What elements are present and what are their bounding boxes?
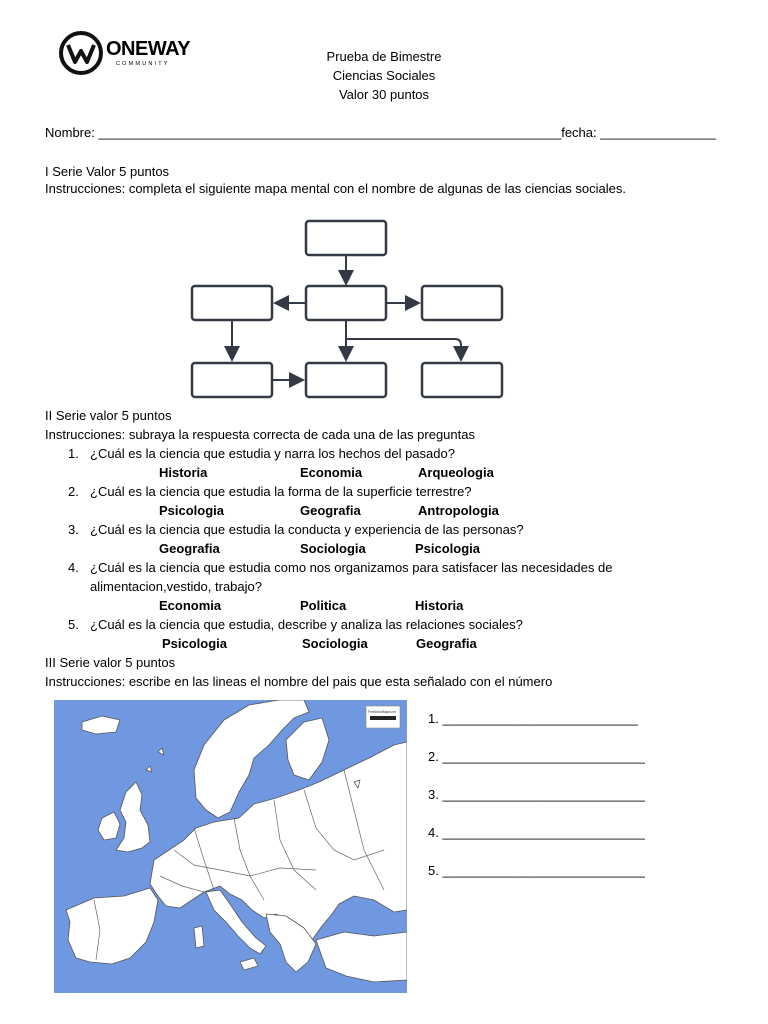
q3-option-a[interactable]: Geografia xyxy=(159,541,220,556)
date-label: fecha: xyxy=(561,125,597,140)
question-text: ¿Cuál es la ciencia que estudia la forma de la superficie terrestre? xyxy=(90,484,472,499)
serie2-instructions: Instrucciones: subraya la respuesta correcta de cada una de las preguntas xyxy=(45,427,475,442)
answer-line-4[interactable] xyxy=(428,825,645,840)
map-watermark-text: FreeWorldMaps.net xyxy=(368,710,396,714)
mind-map-diagram xyxy=(185,215,510,400)
question-text: ¿Cuál es la ciencia que estudia como nos organizamos para satisfacer las necesidades de xyxy=(90,560,613,575)
arrow-center-bottomright xyxy=(346,339,461,360)
q1-option-b[interactable]: Economia xyxy=(300,465,363,480)
question-4 xyxy=(68,558,612,577)
question-number: 1. xyxy=(68,446,79,461)
logo-word: ONEWAY xyxy=(106,38,191,60)
answer-line-3[interactable] xyxy=(428,787,645,802)
question-text: ¿Cuál es la ciencia que estudia la conducta y experiencia de las personas? xyxy=(90,522,524,537)
question-3 xyxy=(68,520,524,539)
question-2 xyxy=(68,482,472,501)
answer-line-1[interactable] xyxy=(428,711,638,726)
name-label: Nombre: xyxy=(45,125,95,140)
question-number: 5. xyxy=(68,617,79,632)
answer-blank[interactable]: ____________________________ xyxy=(442,749,645,764)
question-text: ¿Cuál es la ciencia que estudia, describe y analiza las relaciones sociales? xyxy=(90,617,523,632)
answer-number: 3. xyxy=(428,787,439,802)
q2-option-a[interactable]: Psicologia xyxy=(159,503,225,518)
header-value: Valor 30 puntos xyxy=(338,87,430,102)
serie3-instructions: Instrucciones: escribe en las lineas el nombre del pais que esta señalado con el número xyxy=(45,674,553,689)
answer-line-2[interactable] xyxy=(428,749,645,764)
answer-blank[interactable]: ___________________________ xyxy=(442,711,638,726)
document-header xyxy=(0,47,768,104)
q2-option-c[interactable]: Antropologia xyxy=(418,503,499,518)
sardinia-land xyxy=(194,926,204,948)
answer-number: 1. xyxy=(428,711,439,726)
name-blank[interactable]: ________________________________________________________________ xyxy=(98,125,562,140)
question-number: 4. xyxy=(68,560,79,575)
serie3-title: III Serie valor 5 puntos xyxy=(45,655,176,670)
q1-option-a[interactable]: Historia xyxy=(159,465,208,480)
q5-option-b[interactable]: Sociologia xyxy=(302,636,368,651)
q5-option-a[interactable]: Psicologia xyxy=(162,636,228,651)
name-date-line xyxy=(45,123,716,142)
map-box-top[interactable] xyxy=(306,221,386,255)
serie2-title: II Serie valor 5 puntos xyxy=(45,408,172,423)
q4-option-a[interactable]: Economia xyxy=(159,598,222,613)
europe-map xyxy=(54,700,407,993)
serie1-instructions: Instrucciones: completa el siguiente mapa mental con el nombre de algunas de las ciencias sociales. xyxy=(45,181,626,196)
logo-subtitle: COMMUNITY xyxy=(116,61,170,67)
q3-option-c[interactable]: Psicologia xyxy=(415,541,481,556)
header-subject: Ciencias Sociales xyxy=(332,68,436,83)
answer-line-5[interactable] xyxy=(428,863,645,878)
q3-option-b[interactable]: Sociologia xyxy=(300,541,366,556)
q2-option-b[interactable]: Geografia xyxy=(300,503,361,518)
answer-blank[interactable]: ____________________________ xyxy=(442,863,645,878)
answer-number: 2. xyxy=(428,749,439,764)
q4-option-c[interactable]: Historia xyxy=(415,598,464,613)
map-watermark-bar xyxy=(370,716,396,720)
question-1 xyxy=(68,444,455,463)
question-5 xyxy=(68,615,523,634)
map-box-center[interactable] xyxy=(306,286,386,320)
map-box-bottom-left[interactable] xyxy=(192,363,272,397)
q1-option-c[interactable]: Arqueologia xyxy=(418,465,494,480)
question-number: 3. xyxy=(68,522,79,537)
q4-option-b[interactable]: Politica xyxy=(300,598,347,613)
answer-number: 4. xyxy=(428,825,439,840)
date-blank[interactable]: ________________ xyxy=(600,125,716,140)
answer-blank[interactable]: ____________________________ xyxy=(442,825,645,840)
serie1-title: I Serie Valor 5 puntos xyxy=(45,164,170,179)
question-number: 2. xyxy=(68,484,79,499)
q5-option-c[interactable]: Geografia xyxy=(416,636,477,651)
question-4-continued: alimentacion,vestido, trabajo? xyxy=(90,579,262,594)
map-box-left[interactable] xyxy=(192,286,272,320)
map-box-bottom-right[interactable] xyxy=(422,363,502,397)
question-text: ¿Cuál es la ciencia que estudia y narra los hechos del pasado? xyxy=(90,446,455,461)
map-box-bottom-center[interactable] xyxy=(306,363,386,397)
answer-number: 5. xyxy=(428,863,439,878)
map-box-right[interactable] xyxy=(422,286,502,320)
header-title: Prueba de Bimestre xyxy=(326,49,442,64)
answer-blank[interactable]: ____________________________ xyxy=(442,787,645,802)
